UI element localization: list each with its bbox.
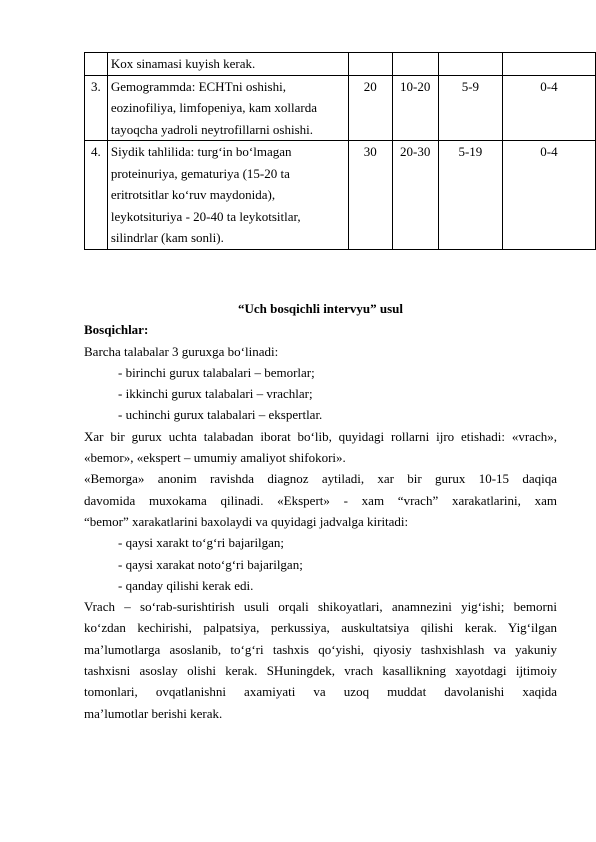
row-description [107,53,348,76]
paragraph-line: «Bemorga» anonim ravishda diagnoz aytiladi, xar bir gurux 10-15 daqiqa [84,471,557,487]
cell-value: 5-9 [438,75,502,141]
row-number [85,53,108,76]
cell-value: 5-19 [438,141,502,250]
list-item: - uchinchi gurux talabalari – ekspertlar. [118,407,323,423]
list-item: - birinchi gurux talabalari – bemorlar; [118,364,315,380]
paragraph-line: tashxisni asoslay olishi kerak. SHuningdek, vrach kasallikning xayotdagi ijtimoiy [84,663,557,679]
cell-value [349,53,392,76]
description-line: Gemogrammda: ECHTni oshishi, [110,78,286,94]
cell-value: 20-30 [392,141,438,250]
description-line: tayoqcha yadroli neytrofillarni oshishi. [110,121,314,137]
section-title: “Uch bosqichli intervyu” usul [237,301,404,316]
findings-table [84,52,596,250]
list-item: - qanday qilishi kerak edi. [118,577,254,593]
list-item: - qaysi xarakat noto‘g‘ri bajarilgan; [118,556,303,572]
row-number: 3. [85,75,108,141]
paragraph-line: davomida muxokama qilinadi. «Ekspert» - xam “vrach” xarakatlarini, xam [84,492,557,508]
cell-value [438,53,502,76]
cell-value: 30 [349,141,392,250]
cell-value [392,53,438,76]
paragraph-line: ko‘zdan kechirishi, palpatsiya, perkussiya, auskultatsiya qilishi kerak. Yig‘ilgan [84,620,557,636]
cell-value: 10-20 [392,75,438,141]
paragraph-line: «bemor», «ekspert – umumiy amaliyot shifokori». [84,450,346,466]
description-line: silindrlar (kam sonli). [110,230,224,245]
row-description [107,75,348,141]
cell-value [502,53,595,76]
description-line: Siydik tahlilida: turg‘in bo‘lmagan [110,144,292,159]
paragraph-line: ma’lumotlar berishi kerak. [84,705,223,721]
list-item: - qaysi xarakt to‘g‘ri bajarilgan; [118,535,285,551]
description-line: eritrotsitlar ko‘ruv maydonida), [110,187,276,202]
paragraph-line: “bemor” xarakatlarini baxolaydi va quyidagi jadvalga kiritadi: [84,513,409,529]
paragraph-line: tomonlari, ovqatlanishni axamiyati va uzoq muddat davolanishi xaqida [84,684,557,700]
description-line: proteinuriya, gematuriya (15-20 ta [110,165,290,181]
table-row [85,53,596,76]
table-row [85,141,596,250]
cell-value: 0-4 [502,141,595,250]
section-body [84,298,557,724]
description-line: leykotsituriya - 20-40 ta leykotsitlar, [110,208,301,224]
paragraph-line: ma’lumotlarga asoslanib, to‘g‘ri tashxis qo‘yishi, qiyosiy tashxishlash va yakuniy [84,641,557,657]
section-subtitle: Bosqichlar: [84,322,149,338]
row-number: 4. [85,141,108,250]
table-row [85,75,596,141]
paragraph-line: Xar bir gurux uchta talabadan iborat bo‘lib, quyidagi rollarni ijro etishadi: «vrach», [84,428,557,444]
intro-line: Barcha talabalar 3 guruxga bo‘linadi: [84,343,279,359]
paragraph-line: Vrach – so‘rab-surishtirish usuli orqali shikoyatlari, anamnezini yig‘ishi; bemorni [84,599,557,615]
list-item: - ikkinchi gurux talabalari – vrachlar; [118,386,313,402]
description-line: eozinofiliya, limfopeniya, kam xollarda [110,100,317,115]
cell-value: 20 [349,75,392,141]
cell-value: 0-4 [502,75,595,141]
row-description [107,141,348,250]
description-line: Kox sinamasi kuyish kerak. [110,56,256,71]
